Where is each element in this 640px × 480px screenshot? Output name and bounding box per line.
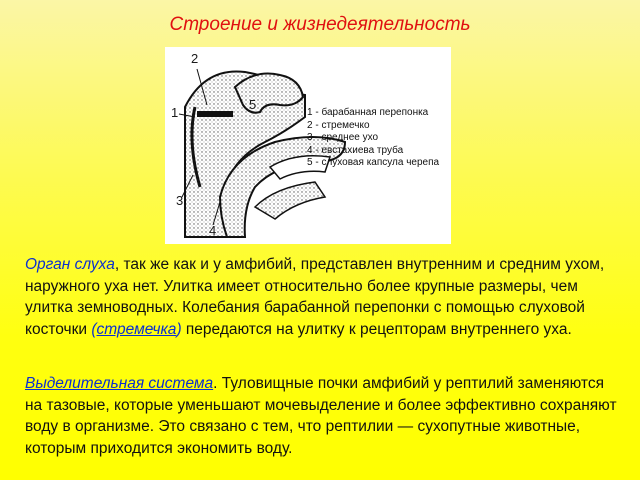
paren-close: ): [176, 320, 182, 338]
term-hearing-organ: Орган слуха: [25, 256, 115, 273]
legend-item: 2 - стремечко: [307, 119, 370, 131]
label-5: 5: [249, 97, 257, 112]
paren-open: (: [91, 320, 97, 338]
term-excretory-system-link[interactable]: Выделительная система: [25, 375, 214, 392]
paragraph-text: передаются на улитку к рецепторам внутреннего уха.: [181, 320, 572, 338]
legend-item: 5 - слуховая капсула черепа: [307, 157, 440, 168]
paragraph-excretory: [25, 373, 617, 459]
paragraph-text: , так же как и у амфибий, представлен внутренним и средним ухом, наружного уха нет. Улитка имеет относительно более крупные размеры, чем улитка земноводных. Колебания барабанной перепонки с помощью слуховой косточки: [25, 256, 605, 338]
paragraph-hearing: [25, 254, 617, 340]
paragraph-text: . Туловищные почки амфибий у рептилий заменяются на тазовые, которые уменьшают мочевыделение и более эффективно сохраняют воду в организме. Это связано с тем, что рептилии — сухопутные животные, которым приходится экономить воду.: [25, 375, 617, 457]
legend-item: 3 - среднее ухо: [307, 132, 379, 143]
label-1: 1: [171, 105, 179, 120]
term-stapes-link[interactable]: стремечка: [96, 320, 177, 338]
label-3: 3: [176, 193, 184, 208]
figure-legend: [307, 107, 439, 170]
legend-item: 1 - барабанная перепонка: [307, 107, 429, 118]
label-2: 2: [191, 51, 199, 66]
ear-diagram: [165, 47, 451, 244]
legend-item: 4 - евстахиева труба: [307, 144, 404, 156]
label-4: 4: [209, 223, 217, 238]
page-title: Строение и жизнедеятельность: [169, 14, 471, 35]
